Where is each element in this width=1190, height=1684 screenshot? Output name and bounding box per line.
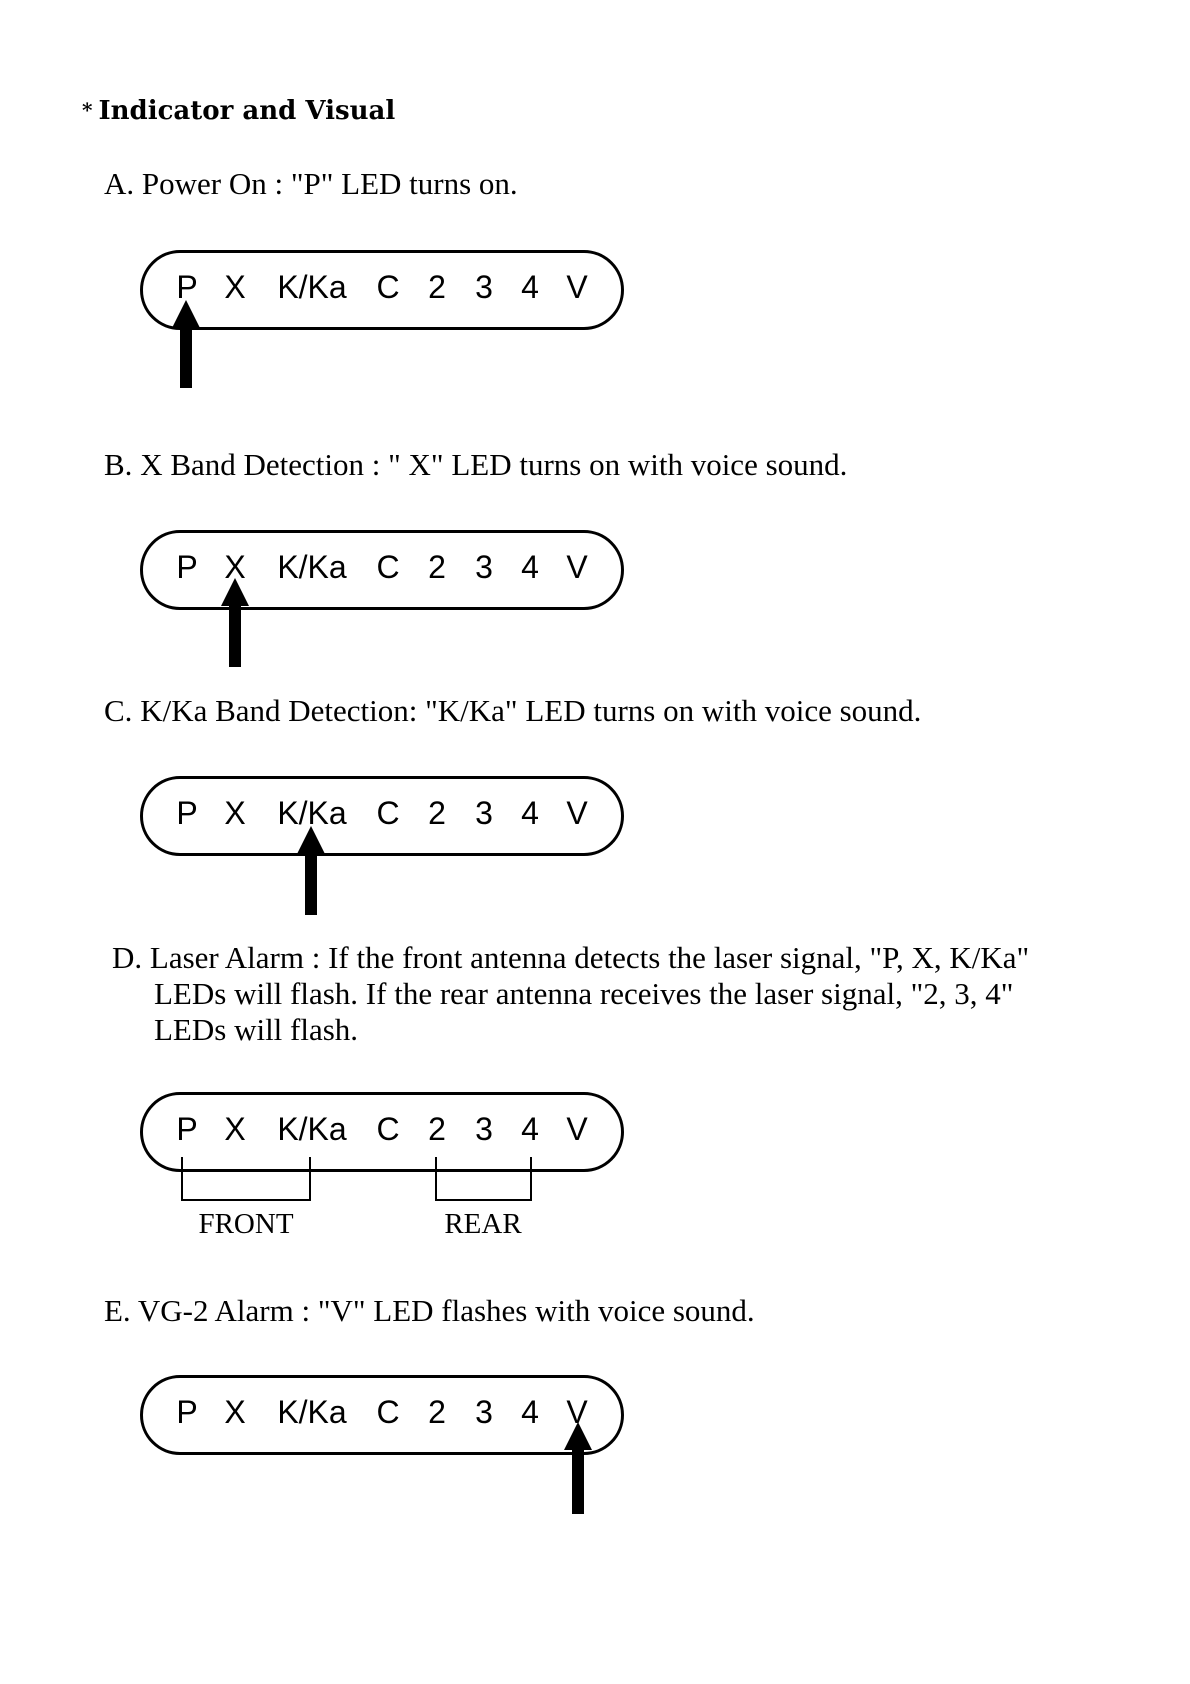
item-d bbox=[112, 940, 1029, 1048]
led-c: C bbox=[376, 1394, 400, 1430]
led-3: 3 bbox=[475, 549, 493, 585]
arrow-p-icon bbox=[180, 300, 192, 388]
item-letter: E. bbox=[104, 1293, 131, 1328]
arrow-x-icon bbox=[229, 578, 241, 667]
led-3: 3 bbox=[475, 269, 493, 305]
item-a bbox=[104, 166, 518, 202]
item-text: Power On : "P" LED turns on. bbox=[141, 166, 518, 201]
led-p: P bbox=[176, 795, 198, 831]
rear-label: REAR bbox=[444, 1208, 522, 1240]
led-v: V bbox=[566, 549, 588, 585]
led-c: C bbox=[376, 269, 400, 305]
led-v: V bbox=[566, 269, 588, 305]
led-4: 4 bbox=[521, 1394, 539, 1430]
item-line: LEDs will flash. If the rear antenna receives the laser signal, "2, 3, 4" bbox=[154, 976, 1014, 1011]
item-e bbox=[104, 1293, 755, 1329]
led-3: 3 bbox=[475, 1111, 493, 1147]
led-c: C bbox=[376, 1111, 400, 1147]
led-k-ka: K/Ka bbox=[277, 269, 347, 305]
led-4: 4 bbox=[521, 549, 539, 585]
led-panel-c bbox=[140, 776, 624, 856]
front-bracket bbox=[181, 1157, 311, 1201]
led-x: X bbox=[224, 269, 246, 305]
arrow-k-ka-icon bbox=[305, 826, 317, 915]
led-p: P bbox=[176, 269, 198, 305]
led-v: V bbox=[566, 795, 588, 831]
led-v: V bbox=[566, 1394, 588, 1430]
led-2: 2 bbox=[428, 1111, 446, 1147]
led-v: V bbox=[566, 1111, 588, 1147]
item-c bbox=[104, 693, 921, 729]
led-k-ka: K/Ka bbox=[277, 1394, 347, 1430]
led-c: C bbox=[376, 795, 400, 831]
led-p: P bbox=[176, 1111, 198, 1147]
item-line: LEDs will flash. bbox=[154, 1012, 359, 1047]
led-3: 3 bbox=[475, 795, 493, 831]
asterisk-icon: * bbox=[82, 98, 93, 122]
front-label: FRONT bbox=[198, 1208, 294, 1240]
led-2: 2 bbox=[428, 549, 446, 585]
led-k-ka: K/Ka bbox=[277, 795, 347, 831]
led-2: 2 bbox=[428, 269, 446, 305]
led-x: X bbox=[224, 1394, 246, 1430]
led-3: 3 bbox=[475, 1394, 493, 1430]
item-letter: B. bbox=[104, 447, 133, 482]
led-panel-e bbox=[140, 1375, 624, 1455]
led-p: P bbox=[176, 1394, 198, 1430]
item-text: X Band Detection : " X" LED turns on with voice sound. bbox=[140, 447, 848, 482]
item-text: Laser Alarm : If the front antenna detects the laser signal, "P, X, K/Ka" bbox=[149, 940, 1030, 975]
led-4: 4 bbox=[521, 795, 539, 831]
led-panel-a bbox=[140, 250, 624, 330]
section-heading bbox=[82, 96, 395, 126]
led-k-ka: K/Ka bbox=[277, 549, 347, 585]
led-k-ka: K/Ka bbox=[277, 1111, 347, 1147]
led-c: C bbox=[376, 549, 400, 585]
arrow-v-icon bbox=[572, 1422, 584, 1514]
item-b bbox=[104, 447, 847, 483]
led-p: P bbox=[176, 549, 198, 585]
led-x: X bbox=[224, 549, 246, 585]
item-letter: C. bbox=[104, 693, 133, 728]
item-text: K/Ka Band Detection: "K/Ka" LED turns on with voice sound. bbox=[140, 693, 922, 728]
led-4: 4 bbox=[521, 269, 539, 305]
item-line bbox=[112, 940, 1029, 976]
item-text: VG-2 Alarm : "V" LED flashes with voice sound. bbox=[137, 1293, 755, 1328]
led-2: 2 bbox=[428, 1394, 446, 1430]
item-letter: D. bbox=[112, 940, 143, 975]
item-letter: A. bbox=[104, 166, 135, 201]
rear-bracket bbox=[435, 1157, 532, 1201]
led-panel-b bbox=[140, 530, 624, 610]
heading-text: Indicator and Visual bbox=[98, 96, 396, 126]
led-x: X bbox=[224, 1111, 246, 1147]
led-4: 4 bbox=[521, 1111, 539, 1147]
led-2: 2 bbox=[428, 795, 446, 831]
led-x: X bbox=[224, 795, 246, 831]
